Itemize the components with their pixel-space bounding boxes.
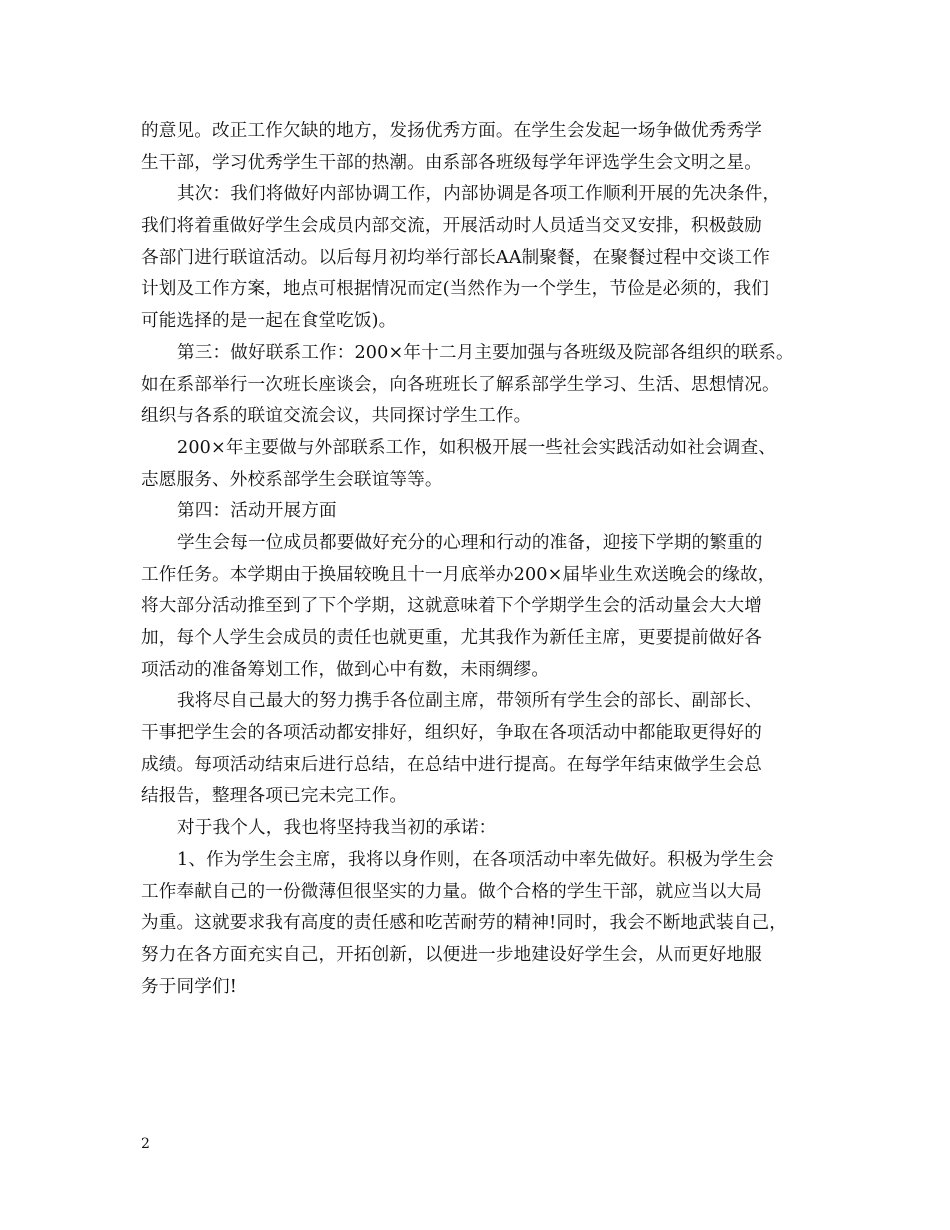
document-body [141, 116, 831, 1003]
paragraph-line: 各部门进行联谊活动。以后每月初均举行部长AA制聚餐，在聚餐过程中交谈工作 [141, 247, 771, 268]
paragraph-line: 工作任务。本学期由于换届较晚且十一月底举办200×届毕业生欢送晚会的缘故， [141, 564, 776, 585]
paragraph-line: 志愿服务、外校系部学生会联谊等等。 [141, 469, 443, 490]
paragraph-line: 的意见。改正工作欠缺的地方，发扬优秀方面。在学生会发起一场争做优秀秀学 [141, 121, 763, 141]
paragraph-line: 组织与各系的联谊交流会议，共同探讨学生工作。 [141, 406, 532, 427]
paragraph-line: 项活动的准备筹划工作，做到心中有数，未雨绸缪。 [141, 659, 550, 680]
paragraph-line: 我们将着重做好学生会成员内部交流，开展活动时人员适当交叉安排，积极鼓励 [141, 216, 763, 237]
paragraph-line: 工作奉献自己的一份微薄但很坚实的力量。做个合格的学生干部，就应当以大局 [141, 881, 763, 902]
paragraph-line: 结报告，整理各项已完未完工作。 [141, 786, 408, 807]
paragraph-line: 务于同学们! [141, 976, 237, 997]
paragraph-first-line: 1、作为学生会主席，我将以身作则，在各项活动中率先做好。积极为学生会 [177, 849, 774, 870]
paragraph-first-line: 学生会每一位成员都要做好充分的心理和行动的准备，迎接下学期的繁重的 [177, 532, 763, 553]
paragraph-line: 努力在各方面充实自己，开拓创新，以便进一步地建设好学生会，从而更好地服 [141, 944, 763, 965]
paragraph-line: 为重。这就要求我有高度的责任感和吃苦耐劳的精神!同时，我会不断地武装自己， [141, 913, 787, 934]
paragraph-line: 如在系部举行一次班长座谈会，向各班班长了解系部学生学习、生活、思想情况。 [141, 374, 780, 395]
paragraph-first-line: 200×年主要做与外部联系工作，如积极开展一些社会实践活动如社会调查、 [177, 437, 776, 458]
paragraph-line: 生干部，学习优秀学生干部的热潮。由系部各班级每学年评选学生会文明之星。 [141, 152, 763, 173]
paragraph-first-line: 第四：活动开展方面 [177, 501, 337, 522]
paragraph-line: 加，每个人学生会成员的责任也就更重，尤其我作为新任主席，更要提前做好各 [141, 628, 763, 648]
paragraph-line: 成绩。每项活动结束后进行总结，在总结中进行提高。在每学年结束做学生会总 [141, 754, 763, 775]
paragraph-line: 计划及工作方案，地点可根据情况而定(当然作为一个学生，节俭是必须的，我们 [141, 279, 770, 300]
paragraph-first-line: 我将尽自己最大的努力携手各位副主席，带领所有学生会的部长、副部长、 [177, 691, 763, 712]
paragraph-first-line: 对于我个人，我也将坚持我当初的承诺： [177, 818, 497, 839]
paragraph-line: 干事把学生会的各项活动都安排好，组织好，争取在各项活动中都能取更得好的 [141, 723, 763, 744]
page-number: 2 [141, 1136, 150, 1152]
paragraph-line: 可能选择的是一起在食堂吃饭)。 [141, 311, 397, 332]
paragraph-first-line: 第三：做好联系工作：200×年十二月主要加强与各班级及院部各组织的联系。 [177, 342, 794, 363]
paragraph-line: 将大部分活动推至到了下个学期，这就意味着下个学期学生会的活动量会大大增 [141, 596, 763, 617]
paragraph-first-line: 其次：我们将做好内部协调工作，内部协调是各项工作顺利开展的先决条件， [177, 184, 781, 205]
